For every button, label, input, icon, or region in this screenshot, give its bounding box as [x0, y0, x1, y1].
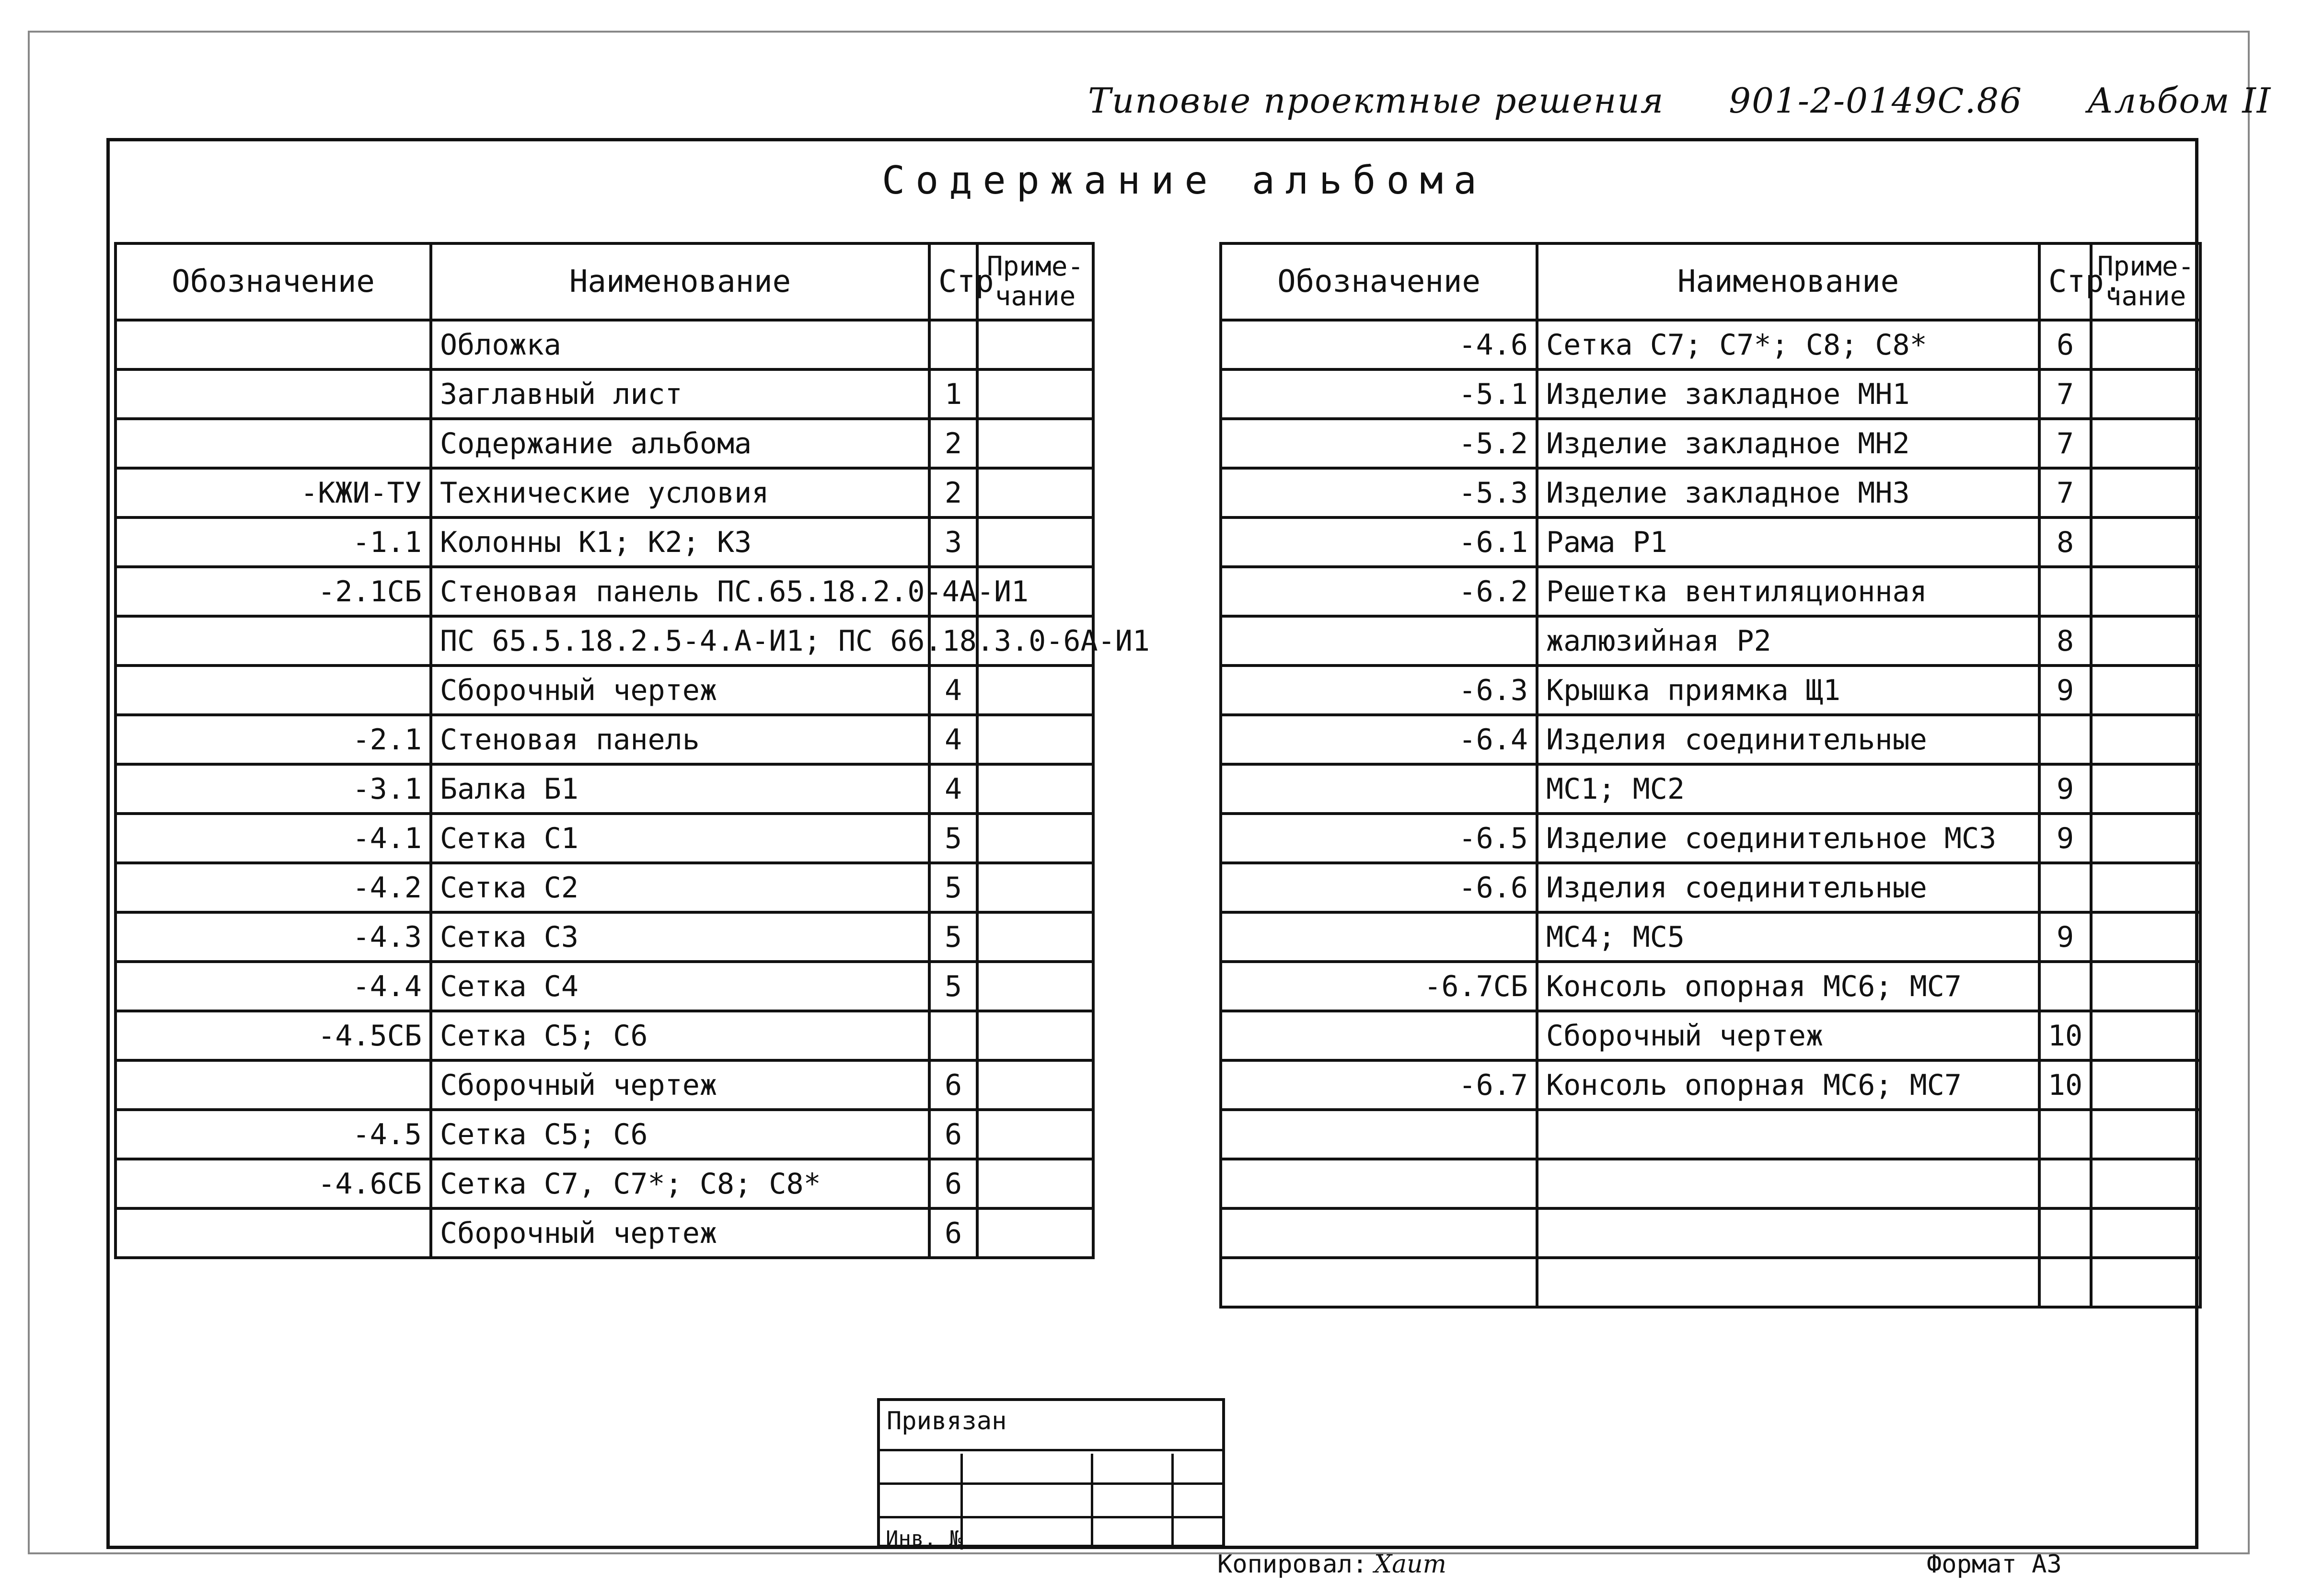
table-row [1221, 814, 2200, 863]
designation-cell: -5.3 [1221, 468, 1537, 517]
note-cell [2091, 616, 2200, 666]
page-cell: 8 [2039, 616, 2091, 666]
designation-cell: -6.7 [1221, 1060, 1537, 1110]
note-cell [2091, 567, 2200, 616]
table-row [1221, 1060, 2200, 1110]
table-row [116, 962, 1093, 1011]
designation-cell: -6.6 [1221, 863, 1537, 912]
page-cell: 5 [929, 863, 977, 912]
page-cell: 8 [2039, 517, 2091, 567]
table-header-row [116, 243, 1093, 320]
note-cell [2091, 1060, 2200, 1110]
name-cell: МС4; МС5 [1537, 912, 2039, 962]
note-cell [977, 1208, 1093, 1258]
column-header-note: Приме-чание [2091, 243, 2200, 320]
name-cell: Стеновая панель [431, 715, 929, 764]
contents-table-right [1219, 242, 2202, 1309]
note-cell [977, 320, 1093, 369]
note-cell [977, 1110, 1093, 1159]
designation-cell: -4.2 [116, 863, 431, 912]
table-row [1221, 1258, 2200, 1307]
name-cell: Технические условия [431, 468, 929, 517]
note-cell [2091, 1011, 2200, 1060]
page-cell: 4 [929, 666, 977, 715]
name-cell: Крышка приямка Щ1 [1537, 666, 2039, 715]
name-cell: Консоль опорная МС6; МС7 [1537, 962, 2039, 1011]
name-cell: Сетка С7, С7*; С8; С8* [431, 1159, 929, 1208]
column-header-designation: Обозначение [116, 243, 431, 320]
name-cell: Изделия соединительные [1537, 715, 2039, 764]
note-cell [977, 764, 1093, 814]
designation-cell: -6.3 [1221, 666, 1537, 715]
table-row [116, 666, 1093, 715]
note-cell [977, 715, 1093, 764]
note-cell [2091, 369, 2200, 419]
name-cell: Сборочный чертеж [431, 1060, 929, 1110]
series-header [1088, 80, 2324, 121]
note-cell [2091, 320, 2200, 369]
page-cell [2039, 567, 2091, 616]
note-cell [2091, 764, 2200, 814]
designation-cell: -4.6СБ [116, 1159, 431, 1208]
contents-table-left [114, 242, 1150, 1259]
name-cell: Сетка С5; С6 [431, 1110, 929, 1159]
table-row [116, 419, 1093, 468]
column-header-name: Наименование [431, 243, 929, 320]
page-cell [2039, 1110, 2091, 1159]
name-cell: Сетка С2 [431, 863, 929, 912]
note-cell [977, 468, 1093, 517]
column-header-designation: Обозначение [1221, 243, 1537, 320]
name-cell: Изделие закладное МН1 [1537, 369, 2039, 419]
page-title: Содержание альбома [882, 158, 1487, 203]
page-cell: 6 [2039, 320, 2091, 369]
designation-cell: -6.2 [1221, 567, 1537, 616]
designation-cell [116, 616, 431, 666]
name-cell: жалюзийная Р2 [1537, 616, 2039, 666]
name-cell: Сетка С7; С7*; С8; С8* [1537, 320, 2039, 369]
table-row [1221, 863, 2200, 912]
page-cell: 5 [929, 912, 977, 962]
name-cell: Изделие закладное МН3 [1537, 468, 2039, 517]
designation-cell [1221, 616, 1537, 666]
page-cell: 6 [929, 1208, 977, 1258]
table-row [116, 1159, 1093, 1208]
note-cell [2091, 912, 2200, 962]
binding-stamp [877, 1398, 1225, 1551]
designation-cell: -4.5 [116, 1110, 431, 1159]
page-cell: 10 [2039, 1060, 2091, 1110]
note-cell [2091, 1159, 2200, 1208]
album-number: Альбом II [2087, 80, 2272, 121]
name-cell: Сборочный чертеж [1537, 1011, 2039, 1060]
page-cell: 10 [2039, 1011, 2091, 1060]
note-cell [977, 912, 1093, 962]
page-cell: 7 [2039, 468, 2091, 517]
name-cell: Сборочный чертеж [431, 1208, 929, 1258]
designation-cell: -4.4 [116, 962, 431, 1011]
note-cell [977, 863, 1093, 912]
table-row [116, 764, 1093, 814]
name-cell: Изделие закладное МН2 [1537, 419, 2039, 468]
designation-cell [1221, 1258, 1537, 1307]
note-cell [2091, 962, 2200, 1011]
designation-cell: -4.6 [1221, 320, 1537, 369]
name-cell: Заглавный лист [431, 369, 929, 419]
designation-cell [116, 666, 431, 715]
table-row [116, 715, 1093, 764]
table-row [116, 616, 1093, 666]
designation-cell [1221, 1208, 1537, 1258]
designation-cell: -1.1 [116, 517, 431, 567]
name-cell: ПС 65.5.18.2.5-4.А-И1; ПС 66.18.3.0-6А-И1 [431, 616, 929, 666]
page-cell [929, 1011, 977, 1060]
table-row [1221, 1208, 2200, 1258]
name-cell [1537, 1258, 2039, 1307]
name-cell: Рама Р1 [1537, 517, 2039, 567]
stamp-line [1171, 1454, 1174, 1548]
name-cell: Обложка [431, 320, 929, 369]
name-cell: Балка Б1 [431, 764, 929, 814]
page-cell: 1 [929, 369, 977, 419]
designation-cell: -6.4 [1221, 715, 1537, 764]
designation-cell [116, 320, 431, 369]
name-cell: Сетка С3 [431, 912, 929, 962]
page-cell [2039, 1159, 2091, 1208]
designation-cell: -6.1 [1221, 517, 1537, 567]
table-row [1221, 1011, 2200, 1060]
page-cell: 5 [929, 962, 977, 1011]
table-row [1221, 962, 2200, 1011]
table-row [116, 863, 1093, 912]
table-row [1221, 468, 2200, 517]
table-row [116, 468, 1093, 517]
page-cell: 9 [2039, 814, 2091, 863]
table-row [1221, 1110, 2200, 1159]
designation-cell: -6.7СБ [1221, 962, 1537, 1011]
table-row [1221, 764, 2200, 814]
designation-cell [116, 369, 431, 419]
name-cell [1537, 1208, 2039, 1258]
binding-label: Привязан [887, 1407, 1007, 1435]
table-row [1221, 1159, 2200, 1208]
designation-cell [116, 1208, 431, 1258]
column-header-name: Наименование [1537, 243, 2039, 320]
column-header-page: Стр. [2039, 243, 2091, 320]
table-row [116, 912, 1093, 962]
name-cell: Изделия соединительные [1537, 863, 2039, 912]
designation-cell [1221, 912, 1537, 962]
note-cell [977, 962, 1093, 1011]
page-cell [2039, 715, 2091, 764]
note-cell [2091, 1208, 2200, 1258]
copied-label: Копировал: [1217, 1550, 1368, 1579]
note-cell [977, 1060, 1093, 1110]
designation-cell: -2.1 [116, 715, 431, 764]
inventory-number-label: Инв. № [886, 1527, 962, 1551]
note-cell [2091, 1258, 2200, 1307]
note-cell [977, 1011, 1093, 1060]
note-cell [977, 419, 1093, 468]
stamp-line [880, 1449, 1225, 1451]
stamp-line [1091, 1454, 1093, 1548]
name-cell: МС1; МС2 [1537, 764, 2039, 814]
table-row [1221, 369, 2200, 419]
designation-cell: -5.1 [1221, 369, 1537, 419]
page-cell: 4 [929, 764, 977, 814]
table-row [116, 567, 1093, 616]
page-cell [2039, 962, 2091, 1011]
designation-cell [1221, 1159, 1537, 1208]
name-cell: Сетка С1 [431, 814, 929, 863]
name-cell [1537, 1159, 2039, 1208]
page-cell: 6 [929, 1110, 977, 1159]
table-row [116, 814, 1093, 863]
name-cell: Сетка С4 [431, 962, 929, 1011]
designation-cell: -6.5 [1221, 814, 1537, 863]
table-row [1221, 320, 2200, 369]
name-cell: Сборочный чертеж [431, 666, 929, 715]
table-row [1221, 912, 2200, 962]
page-cell [929, 320, 977, 369]
note-cell [2091, 863, 2200, 912]
sheet-format: Формат А3 [1927, 1550, 2062, 1579]
designation-cell: -2.1СБ [116, 567, 431, 616]
note-cell [2091, 715, 2200, 764]
table-row [1221, 616, 2200, 666]
name-cell: Консоль опорная МС6; МС7 [1537, 1060, 2039, 1110]
note-cell [977, 369, 1093, 419]
note-cell [977, 517, 1093, 567]
page-cell: 9 [2039, 666, 2091, 715]
page-cell: 5 [929, 814, 977, 863]
designation-cell: -3.1 [116, 764, 431, 814]
page-cell: 7 [2039, 419, 2091, 468]
page-cell [2039, 863, 2091, 912]
series-code: 901-2-0149С.86 [1729, 80, 2023, 121]
table-row [1221, 517, 2200, 567]
copied-by [1217, 1550, 1446, 1579]
column-header-page: Стр [929, 243, 977, 320]
designation-cell: -4.5СБ [116, 1011, 431, 1060]
designation-cell [116, 419, 431, 468]
column-header-note: Приме-чание [977, 243, 1093, 320]
page-cell: 2 [929, 468, 977, 517]
name-cell: Колонны К1; К2; К3 [431, 517, 929, 567]
designation-cell [1221, 764, 1537, 814]
page-cell: 9 [2039, 764, 2091, 814]
page-cell [2039, 1208, 2091, 1258]
page-cell: 3 [929, 517, 977, 567]
designation-cell: -4.3 [116, 912, 431, 962]
note-cell [2091, 1110, 2200, 1159]
table-row [116, 1060, 1093, 1110]
table-row [1221, 666, 2200, 715]
designation-cell: -4.1 [116, 814, 431, 863]
note-cell [977, 666, 1093, 715]
note-cell [2091, 814, 2200, 863]
table-row [1221, 715, 2200, 764]
table-row [116, 369, 1093, 419]
table-row [116, 320, 1093, 369]
note-cell [977, 1159, 1093, 1208]
series-label: Типовые проектные решения [1088, 80, 1665, 121]
designation-cell [116, 1060, 431, 1110]
table-row [116, 517, 1093, 567]
name-cell: Сетка С5; С6 [431, 1011, 929, 1060]
table-row [116, 1208, 1093, 1258]
page-cell [2039, 1258, 2091, 1307]
designation-cell: -5.2 [1221, 419, 1537, 468]
page-cell: 2 [929, 419, 977, 468]
note-cell [2091, 517, 2200, 567]
page-cell: 7 [2039, 369, 2091, 419]
note-cell [2091, 419, 2200, 468]
name-cell [1537, 1110, 2039, 1159]
page-cell: 6 [929, 1159, 977, 1208]
table-row [116, 1110, 1093, 1159]
page-cell: 4 [929, 715, 977, 764]
copied-signature: Хаит [1374, 1550, 1446, 1579]
table-row [116, 1011, 1093, 1060]
designation-cell [1221, 1110, 1537, 1159]
note-cell [977, 814, 1093, 863]
table-row [1221, 419, 2200, 468]
name-cell: Решетка вентиляционная [1537, 567, 2039, 616]
page-cell: 6 [929, 1060, 977, 1110]
note-cell [2091, 468, 2200, 517]
table-header-row [1221, 243, 2200, 320]
table-row [1221, 567, 2200, 616]
note-cell [2091, 666, 2200, 715]
designation-cell: -КЖИ-ТУ [116, 468, 431, 517]
name-cell: Изделие соединительное МС3 [1537, 814, 2039, 863]
designation-cell [1221, 1011, 1537, 1060]
page-cell: 9 [2039, 912, 2091, 962]
name-cell: Стеновая панель ПС.65.18.2.0-4А-И1 [431, 567, 929, 616]
name-cell: Содержание альбома [431, 419, 929, 468]
